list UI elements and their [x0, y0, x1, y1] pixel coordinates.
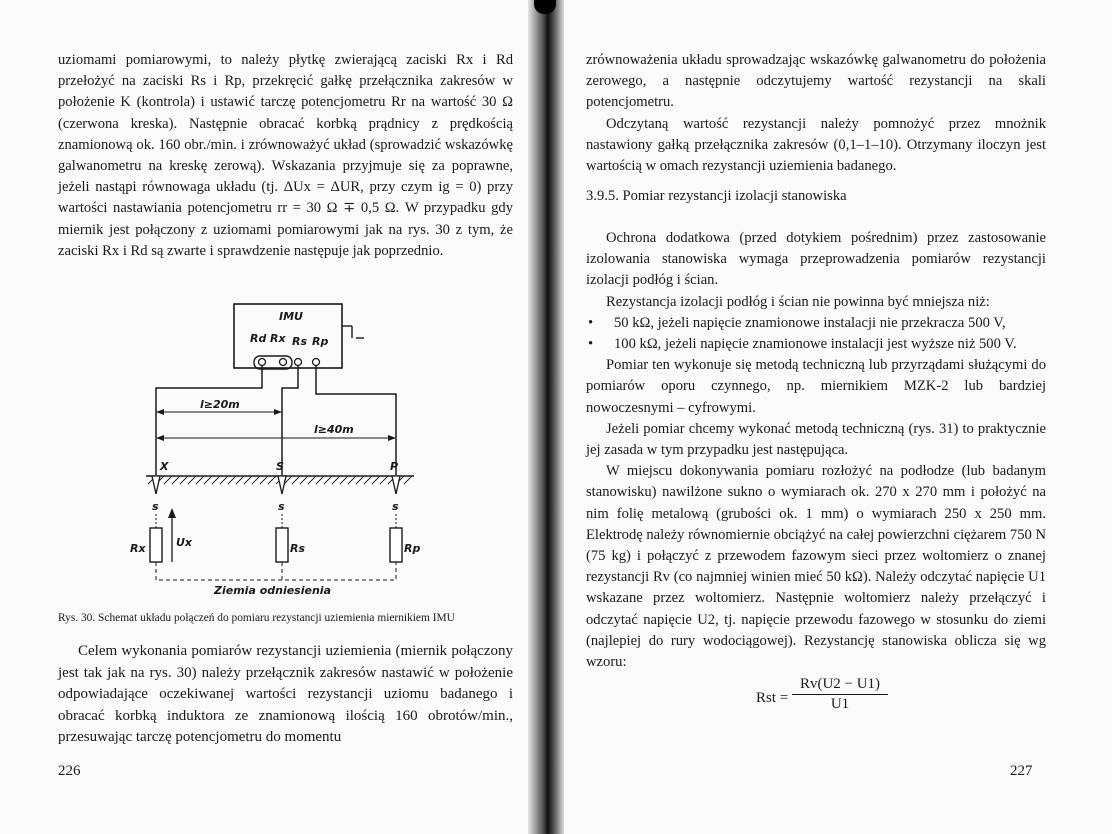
page-number-right: 227 [1010, 763, 1033, 779]
terminal-rs: Rs [292, 335, 308, 348]
s-mark-p: s [392, 500, 399, 513]
paragraph: Celem wykonania pomiarów rezystancji uziemienia (miernik połączony jest tak jak na rys. 30) należy przełącznik zakresów nastawić w położenie odpowiadające oczekiwanej wartości rezystancji uziomu badanego i obracać korbką induktora ze znamionową ilością 160 obrotów/min., przesuwając tarczę potencjometru do momentu [58, 643, 513, 745]
figure-30-diagram [130, 300, 426, 600]
formula [756, 676, 896, 722]
right-paragraphs-top [586, 50, 1046, 177]
resistor-rp-label: Rp [404, 542, 421, 555]
paragraph: uziomami pomiarowymi, to należy płytkę zwierającą zaciski Rx i Rd przełożyć na zaciski Rs i Rp, przekręcić gałkę przełącznika zakresów w położenie K (kontrola) i ustawić tarczę potencjometru Rr na wartość 30 Ω (czerwona kreska). Następnie obracać korbką prądnicy z prędkością znamionową ok. 160 obr./min. i zrównoważyć układ (sprowadzić wskazówkę galwanometru na kreskę zerową). Wskazania przyjmuje się za poprawne, jeżeli nastąpi równowaga układu (tj. ΔUx = ΔUR, przy czym ig = 0) przy wartości nastawiania potencjometru rr = 30 Ω ∓ 0,5 Ω. W przypadku gdy miernik jest połączony z uziomami pomiarowymi jak na rys. 30 z tym, że zaciski Rx i Rd są zwarte i sprawdzenie następuje jak poprzednio. [58, 52, 513, 259]
left-paragraph-top [58, 50, 513, 262]
electrode-p [392, 476, 400, 494]
formula-denominator: U1 [830, 696, 850, 712]
page-number-left: 226 [58, 763, 81, 779]
electrode-x [152, 476, 160, 494]
resistor-rs-label: Rs [290, 542, 306, 555]
reference-earth-line [156, 562, 396, 580]
book-gutter [528, 0, 564, 834]
formula-lhs: Rst = [756, 690, 789, 706]
formula-numerator: Rv(U2 − U1) [792, 676, 888, 695]
circuit-diagram [130, 300, 426, 600]
resistor-rp [390, 528, 402, 562]
paragraph: Jeżeli pomiar chcemy wykonać metodą techniczną (rys. 31) to praktycznie jej zasada w tym przypadku jest następująca. [586, 420, 1046, 459]
probe-s-label: S [276, 460, 284, 473]
paragraph: W miejscu dokonywania pomiaru rozłożyć na podłodze (lub badanym stanowisku) nawilżone sukno o wymiarach ok. 270 x 270 mm i położyć na nim folię metalową (grubości ok. 1 mm) o wymiarach 250 x 250 mm. Elektrodę należy równomiernie obciążyć na całej powierzchni ciężarem 750 N (75 kg) i połączyć z przewodem fazowym sieci przez woltomierz o znanej rezystancji Rv (co najmniej winien mieć 50 kΩ). Należy odczytać napięcie U1 wskazane przez woltomierz. Następnie woltomierz należy przełączyć i odczytać napięcie U2, tj. napięcie przewodu fazowego w stosunku do ziemi (najlepiej do rury wodociągowej). Rezystancję stanowiska oblicza się wg wzoru: [586, 463, 1046, 671]
resistor-rs [276, 528, 288, 562]
paragraph: Rezystancja izolacji podłóg i ścian nie powinna być mniejsza niż: [606, 293, 990, 310]
left-paragraph-bottom [58, 641, 513, 749]
section-heading: 3.9.5. Pomiar rezystancji izolacji stanowiska [586, 188, 847, 204]
electrode-s [278, 476, 286, 494]
voltage-ux-label: Ux [176, 536, 193, 549]
terminal-rd: Rd [250, 332, 267, 345]
distance-20m: l≥20m [200, 398, 240, 411]
s-mark-x: s [152, 500, 159, 513]
probe-x-label: X [160, 460, 169, 473]
list-item: • 100 kΩ, jeżeli napięcie znamionowe instalacji jest wyższe niż 500 V. [586, 334, 1046, 355]
paragraph: Odczytaną wartość rezystancji należy pomnożyć przez mnożnik nastawiony gałką przełącznika zakresów (0,1–1–10). Otrzymany iloczyn jest wartością w omach rezystancji uziemienia badanego. [586, 115, 1046, 175]
imu-label: IMU [279, 310, 303, 323]
paragraph: Pomiar ten wykonuje się metodą techniczną lub przyrządami służącymi do pomiarów oporu czynnego, np. miernikiem MZK-2 lub bardziej nowoczesnymi – cyfrowymi. [586, 357, 1046, 416]
formula-fraction [792, 676, 888, 713]
right-paragraphs-main [586, 228, 1046, 673]
distance-40m: l≥40m [314, 423, 354, 436]
ground-reference-label: Ziemia odniesienia [214, 584, 331, 597]
paragraph: Ochrona dodatkowa (przed dotykiem pośrednim) przez zastosowanie izolowania stanowiska wymaga przeprowadzenia pomiarów rezystancji izolacji podłóg i ścian. [586, 230, 1046, 289]
resistor-rx-label: Rx [130, 542, 146, 555]
terminal-rx: Rx [270, 332, 286, 345]
s-mark-s: s [278, 500, 285, 513]
list-item: • 50 kΩ, jeżeli napięcie znamionowe instalacji nie przekracza 500 V, [586, 313, 1046, 334]
resistor-rx [150, 528, 162, 562]
paragraph: zrównoważenia układu sprowadzając wskazówkę galwanometru do położenia zerowego, a następnie odczytujemy wartość rezystancji na skali potencjometru. [586, 52, 1046, 111]
terminal-rp: Rp [312, 335, 329, 348]
figure-caption: Rys. 30. Schemat układu połączeń do pomiaru rezystancji uziemienia miernikiem IMU [58, 612, 455, 624]
probe-p-label: P [390, 460, 399, 473]
